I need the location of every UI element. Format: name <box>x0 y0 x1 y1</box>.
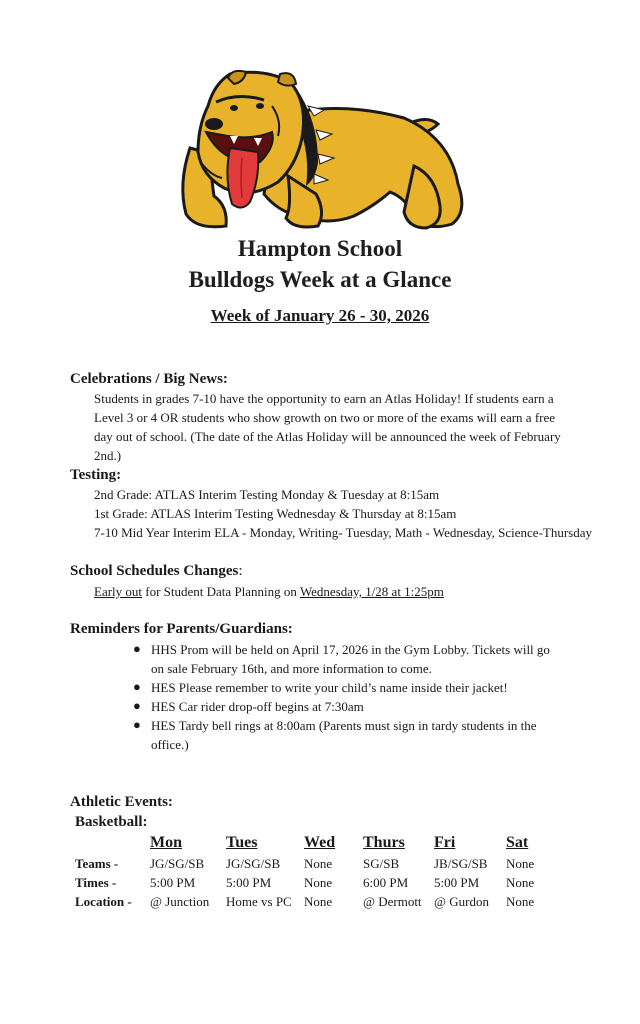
reminder-item: HES Tardy bell rings at 8:00am (Parents must sign in tardy students in the office.) <box>151 718 537 752</box>
celebrations-text: Students in grades 7-10 have the opportunity to earn an Atlas Holiday! If students earn a Level 3 or 4 OR students who show growth on two or more of the exams will earn a free day out of school. (The date of the Atlas Holiday will be announced the week of February 2nd.) <box>94 391 561 463</box>
celebrations-heading: Celebrations / Big News: <box>70 371 228 387</box>
bullet-icon: ● <box>133 679 141 694</box>
schedules-line <box>94 582 444 601</box>
table-cell: @ Dermott <box>363 894 422 909</box>
day-header-wed: Wed <box>304 834 336 851</box>
table-cell: None <box>506 856 535 871</box>
testing-line: 7-10 Mid Year Interim ELA - Monday, Writing- Tuesday, Math - Wednesday, Science-Thursday <box>94 525 593 540</box>
table-cell: JB/SG/SB <box>434 856 488 871</box>
table-cell: 5:00 PM <box>226 875 272 890</box>
page-subtitle: Bulldogs Week at a Glance <box>188 267 452 292</box>
row-label-location: Location - <box>75 894 132 909</box>
testing-line: 1st Grade: ATLAS Interim Testing Wednesday & Thursday at 8:15am <box>94 506 457 521</box>
table-cell: 5:00 PM <box>150 875 196 890</box>
table-cell: Home vs PC <box>226 894 292 909</box>
row-label-teams: Teams - <box>75 856 119 871</box>
table-cell: 6:00 PM <box>363 875 409 890</box>
table-cell: None <box>506 875 535 890</box>
schedules-heading-text: School Schedules Changes <box>70 563 239 579</box>
row-label-times: Times - <box>75 875 117 890</box>
table-cell: JG/SG/SB <box>150 856 205 871</box>
schedules-heading <box>70 563 243 580</box>
bulldog-mascot-icon <box>168 66 472 234</box>
table-cell: None <box>304 894 333 909</box>
day-header-sat: Sat <box>506 834 529 851</box>
school-title: Hampton School <box>237 236 403 261</box>
day-header-fri: Fri <box>434 834 456 851</box>
table-cell: @ Gurdon <box>434 894 489 909</box>
bullet-icon: ● <box>133 698 141 713</box>
testing-heading: Testing: <box>70 467 122 483</box>
day-header-thurs: Thurs <box>363 834 405 851</box>
athletics-heading: Athletic Events: <box>70 794 173 810</box>
table-cell: @ Junction <box>150 894 210 909</box>
reminder-item: HES Car rider drop-off begins at 7:30am <box>151 699 364 714</box>
bullet-icon: ● <box>133 641 141 656</box>
schedules-middle-text: for Student Data Planning on <box>142 584 300 599</box>
table-cell: None <box>304 856 333 871</box>
reminders-heading: Reminders for Parents/Guardians: <box>70 621 293 637</box>
table-cell: JG/SG/SB <box>226 856 281 871</box>
bullet-icon: ● <box>133 717 141 732</box>
schedules-colon: : <box>238 563 243 579</box>
table-cell: 5:00 PM <box>434 875 480 890</box>
table-cell: SG/SB <box>363 856 400 871</box>
testing-line: 2nd Grade: ATLAS Interim Testing Monday & Tuesday at 8:15am <box>94 487 440 502</box>
table-cell: None <box>506 894 535 909</box>
week-range: Week of January 26 - 30, 2026 <box>210 306 430 325</box>
schedule-date-text: Wednesday, 1/28 at 1:25pm <box>299 584 444 599</box>
reminder-item: HES Please remember to write your child’s name inside their jacket! <box>151 680 508 695</box>
day-header-tues: Tues <box>226 834 258 851</box>
table-cell: None <box>304 875 333 890</box>
day-header-mon: Mon <box>150 834 182 851</box>
basketball-heading: Basketball: <box>75 814 148 830</box>
early-out-text: Early out <box>94 584 143 599</box>
reminder-item: HHS Prom will be held on April 17, 2026 in the Gym Lobby. Tickets will go on sale February 16th, and more information to come. <box>151 642 550 676</box>
